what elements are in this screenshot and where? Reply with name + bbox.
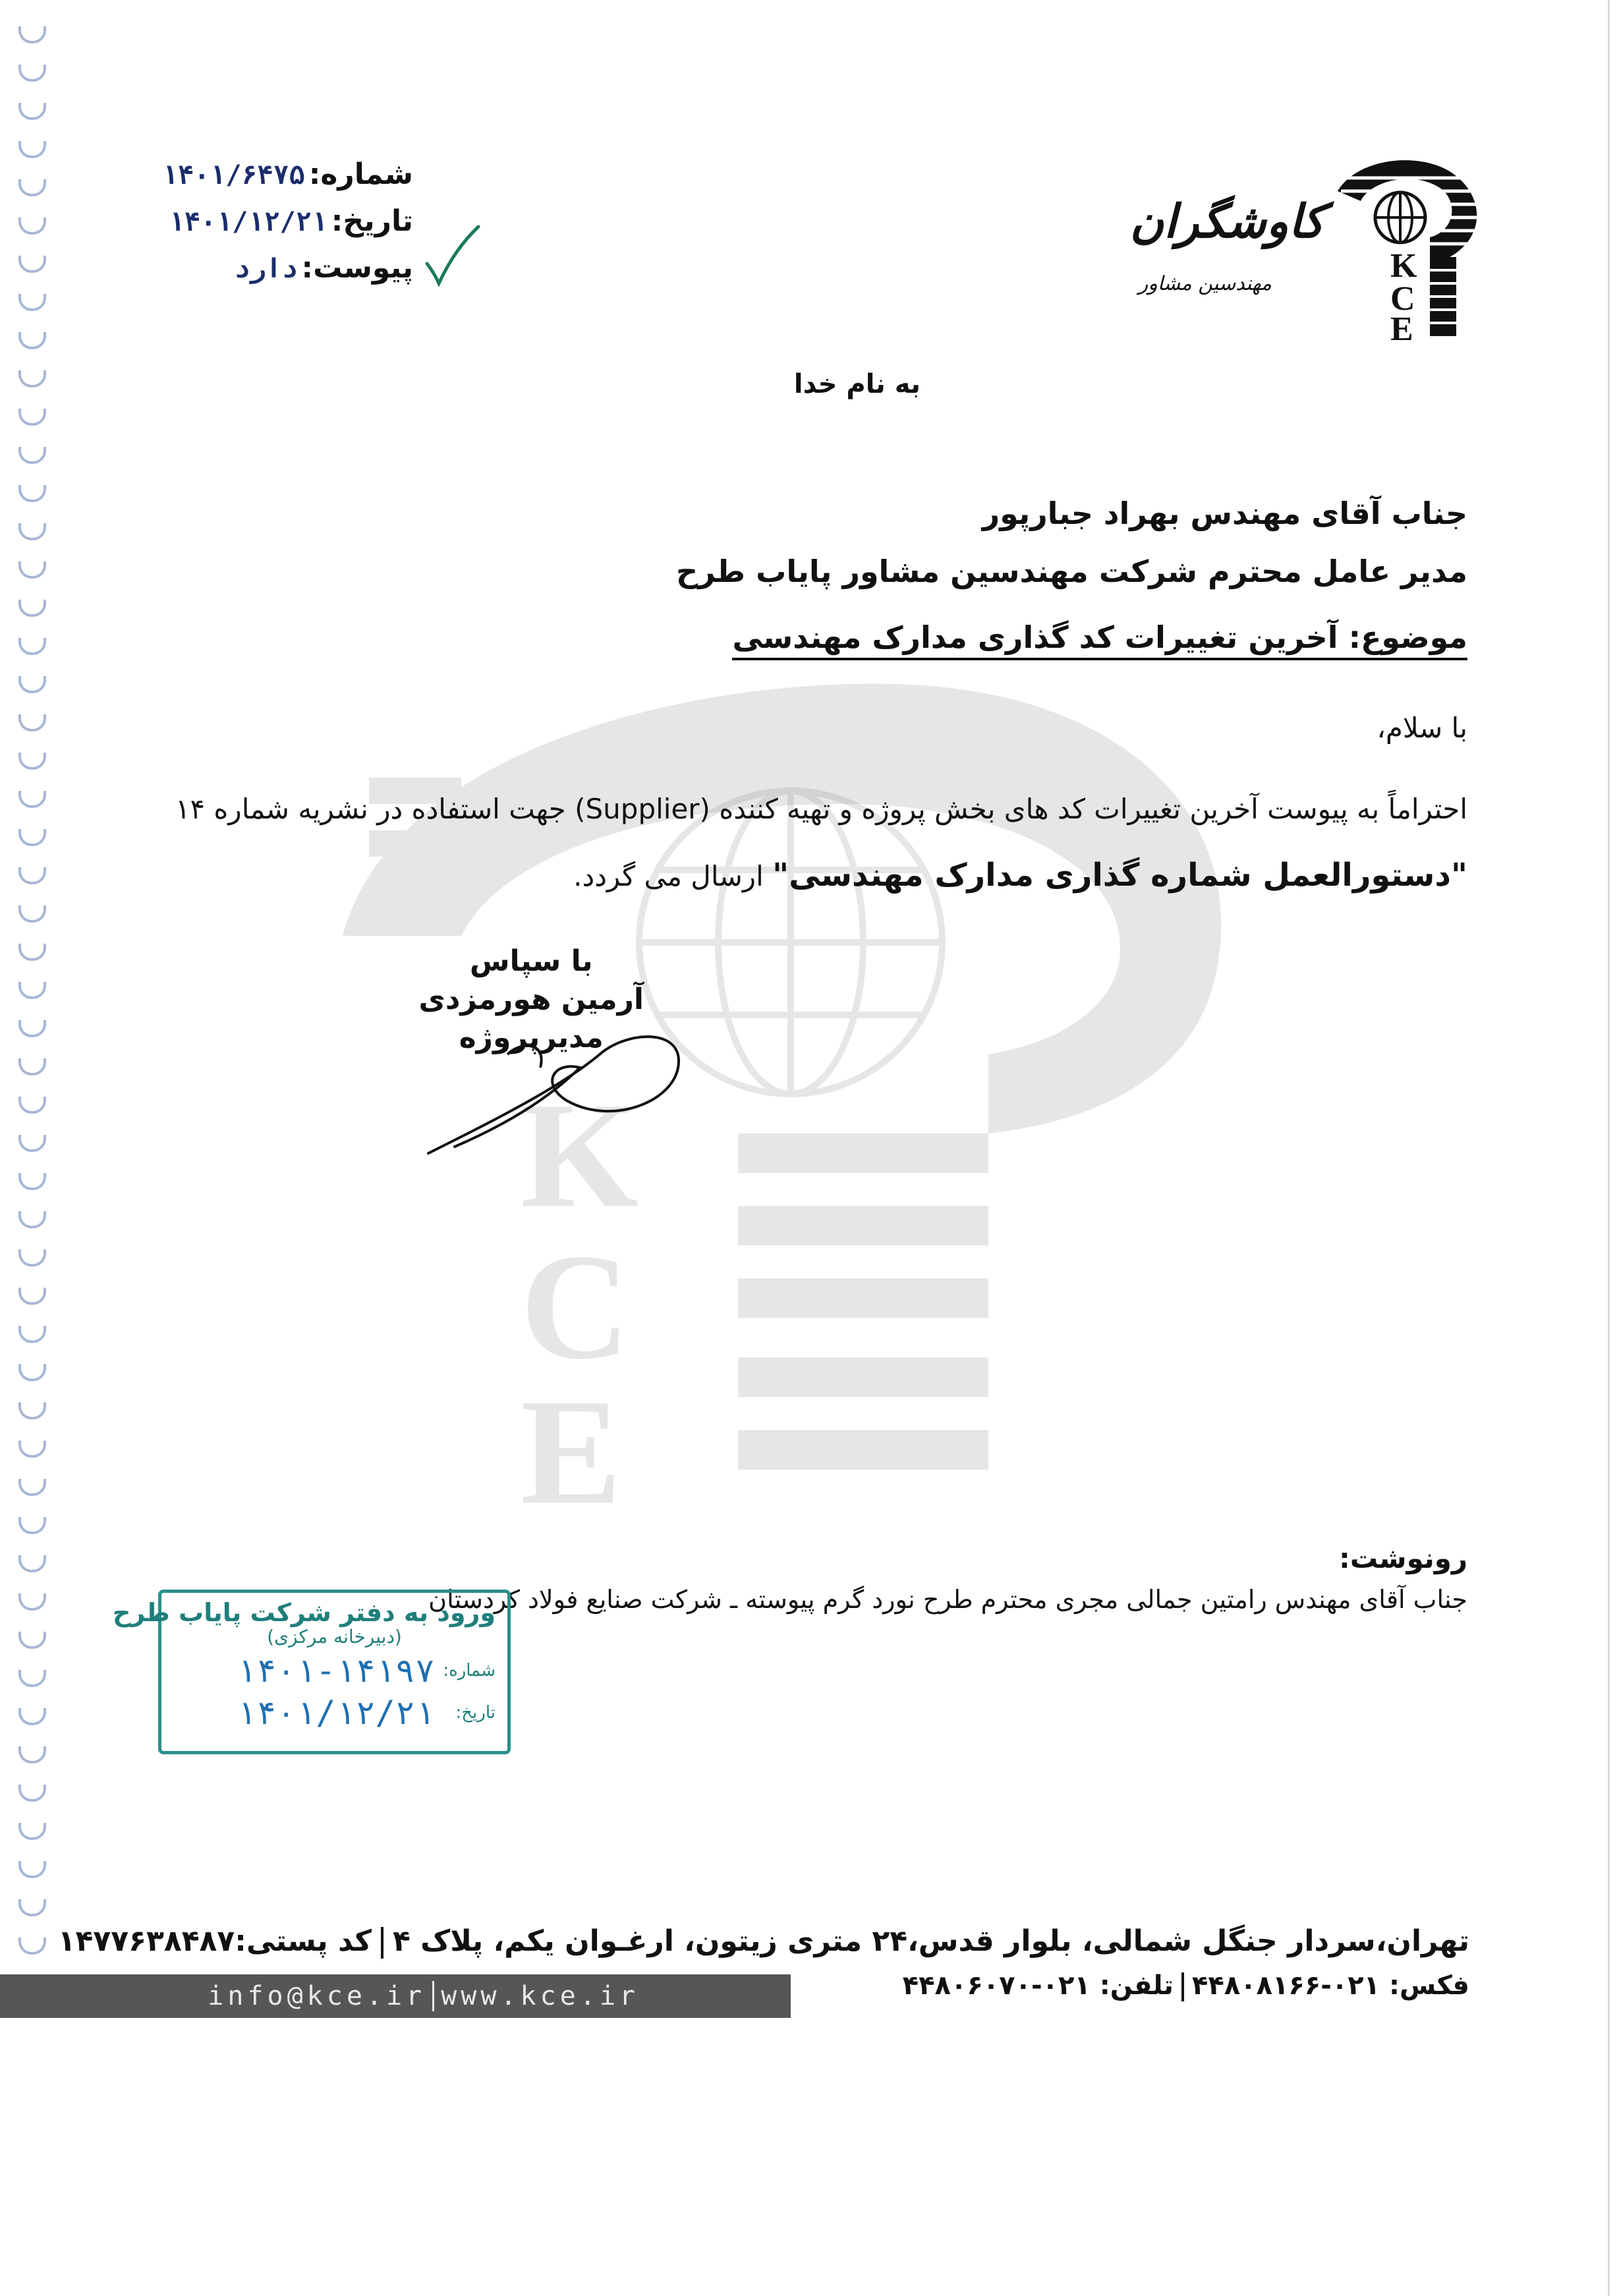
logo-tagline: مهندسین مشاور [1138,272,1272,295]
bismillah-heading: به نام خدا [793,369,921,399]
binder-ring [18,256,46,273]
footer-fax: فکس: ۰۲۱-۴۴۸۰۸۱۶۶ [1191,1970,1469,2001]
binder-ring [18,676,46,693]
stamp-date-row [173,1694,496,1732]
binder-ring [18,179,46,196]
binder-ring [18,714,46,732]
binder-ring [18,791,46,808]
binder-ring [18,26,46,43]
binder-ring [18,1823,46,1840]
letter-date-label: تاریخ: [331,204,413,238]
signature-title: مدیرپروژه [459,1021,604,1054]
letter-date-value: ۱۴۰۱/۱۲/۲۱ [168,207,327,237]
watermark-letter: E [521,1367,622,1535]
cc-label: رونوشت: [1339,1542,1467,1574]
binder-ring [18,1211,46,1228]
stamp-title: ورود به دفتر شرکت پایاب طرح [112,1598,496,1627]
binder-ring [18,141,46,158]
binder-rings [18,26,51,2036]
binder-ring [18,1517,46,1534]
footer-postal-code: کد پستی:۱۴۷۷۶۳۸۴۸۷ [57,1924,372,1958]
binder-ring [18,409,46,426]
stamp-subtitle: (دبیرخانه مرکزی) [267,1626,402,1648]
binder-ring [18,1058,46,1076]
letterhead-footer [57,1924,1469,2043]
binder-ring [18,217,46,235]
footer-address-row [58,1924,1469,1959]
body-paragraph [163,776,1467,909]
greeting: با سلام، [1377,712,1467,744]
letter-number-value: ۱۴۰۱/۶۴۷۵ [162,160,305,190]
signature-thanks: با سپاس [469,944,593,978]
logo-letter: E [1390,310,1413,343]
footer-website: www.kce.ir [441,1981,639,2011]
binder-ring [18,1364,46,1381]
footer-contact-row [903,1970,1469,2001]
watermark-letter: C [521,1222,631,1391]
binder-ring [18,1249,46,1267]
logo-letter: K [1390,247,1417,285]
binder-ring [18,1097,46,1114]
recipient-title: مدیر عامل محترم شرکت مهندسین مشاور پایاب طرح [676,554,1467,589]
binder-ring [18,103,46,120]
watermark-letter: K [521,1071,639,1239]
binder-ring [18,1593,46,1611]
footer-web-bar [0,1974,791,2018]
binder-ring [18,1135,46,1152]
cc-recipient: جناب آقای مهندس رامتین جمالی مجری محترم طرح نورد گرم پیوسته ـ شرکت صنایع فولاد کردستان [428,1585,1467,1614]
stamp-date-label: تاریخ: [455,1703,496,1723]
binder-ring [18,1746,46,1764]
kce-logo-mark [1338,160,1483,343]
binder-ring [18,1555,46,1572]
letter-header-info [130,152,413,292]
stamp-number-value: ۱۴۰۱-۱۴۱۹۷ [236,1651,435,1690]
stamp-date-value: ۱۴۰۱/۱۲/۲۱ [236,1694,435,1732]
page-edge [1608,0,1610,2296]
footer-email: info@kce.ir [208,1981,426,2011]
binder-ring [18,944,46,961]
recipient-block [676,484,1467,600]
subject-line [732,619,1467,655]
binder-ring [18,65,46,82]
binder-ring [18,1670,46,1687]
binder-ring [18,1899,46,1916]
letter-attachment-row [130,245,413,292]
signature-name: آرمین هورمزدی [418,983,644,1016]
subject-text: آخرین تغییرات کد گذاری مدارک مهندسی [732,619,1338,655]
logo-letter: C [1390,280,1415,318]
recipient-name: جناب آقای مهندس بهراد جبارپور [982,496,1467,531]
binder-ring [18,867,46,884]
stamp-number-label: شماره: [443,1661,496,1680]
binder-ring [18,1441,46,1458]
letter-attachment-label: پیوست: [301,251,413,285]
binder-ring [18,370,46,387]
stamp-number-row [173,1651,496,1690]
letter-attachment-value: دارد [234,254,298,284]
binder-ring [18,1861,46,1878]
binder-ring [18,447,46,464]
binder-ring [18,332,46,349]
body-line: احتراماً به پیوست آخرین تغییرات کد های بخش پروژه و تهیه کننده (Supplier) جهت استفاده در نشریه شماره ۱۴ [175,793,1467,825]
binder-ring [18,1708,46,1725]
letter-date-row [130,198,413,245]
subject-label: موضوع: [1348,619,1467,655]
binder-ring [18,600,46,617]
binder-ring [18,294,46,311]
binder-ring [18,1288,46,1305]
letter-number-row [130,152,413,198]
kce-logo [1107,145,1489,343]
letter-number-label: شماره: [308,158,413,191]
binder-ring [18,1173,46,1190]
binder-ring [18,1479,46,1496]
binder-ring [18,523,46,540]
binder-ring [18,1326,46,1343]
binder-ring [18,753,46,770]
logo-company-name: کاوشگران [1129,194,1324,248]
binder-ring [18,1632,46,1649]
binder-ring [18,638,46,655]
binder-ring [18,829,46,846]
footer-address: تهران،سردار جنگل شمالی، بلوار قدس،۲۴ متری زیتون، ارغـوان یکم، پلاک ۴ [392,1924,1469,1958]
binder-ring [18,1785,46,1802]
receipt-stamp [112,1590,511,1754]
binder-ring [18,982,46,999]
binder-ring [18,1402,46,1420]
body-quote: "دستورالعمل شماره گذاری مدارک مهندسی" [772,857,1467,894]
binder-ring [18,485,46,502]
binder-ring [18,1937,46,1955]
binder-ring [18,905,46,923]
body-end: ارسال می گردد. [573,860,764,892]
handwritten-signature [415,1015,692,1173]
binder-ring [18,561,46,579]
footer-phone: تلفن: ۰۲۱-۴۴۸۰۶۰۷۰ [902,1970,1174,2001]
checkmark-icon [422,223,481,289]
binder-ring [18,1020,46,1037]
